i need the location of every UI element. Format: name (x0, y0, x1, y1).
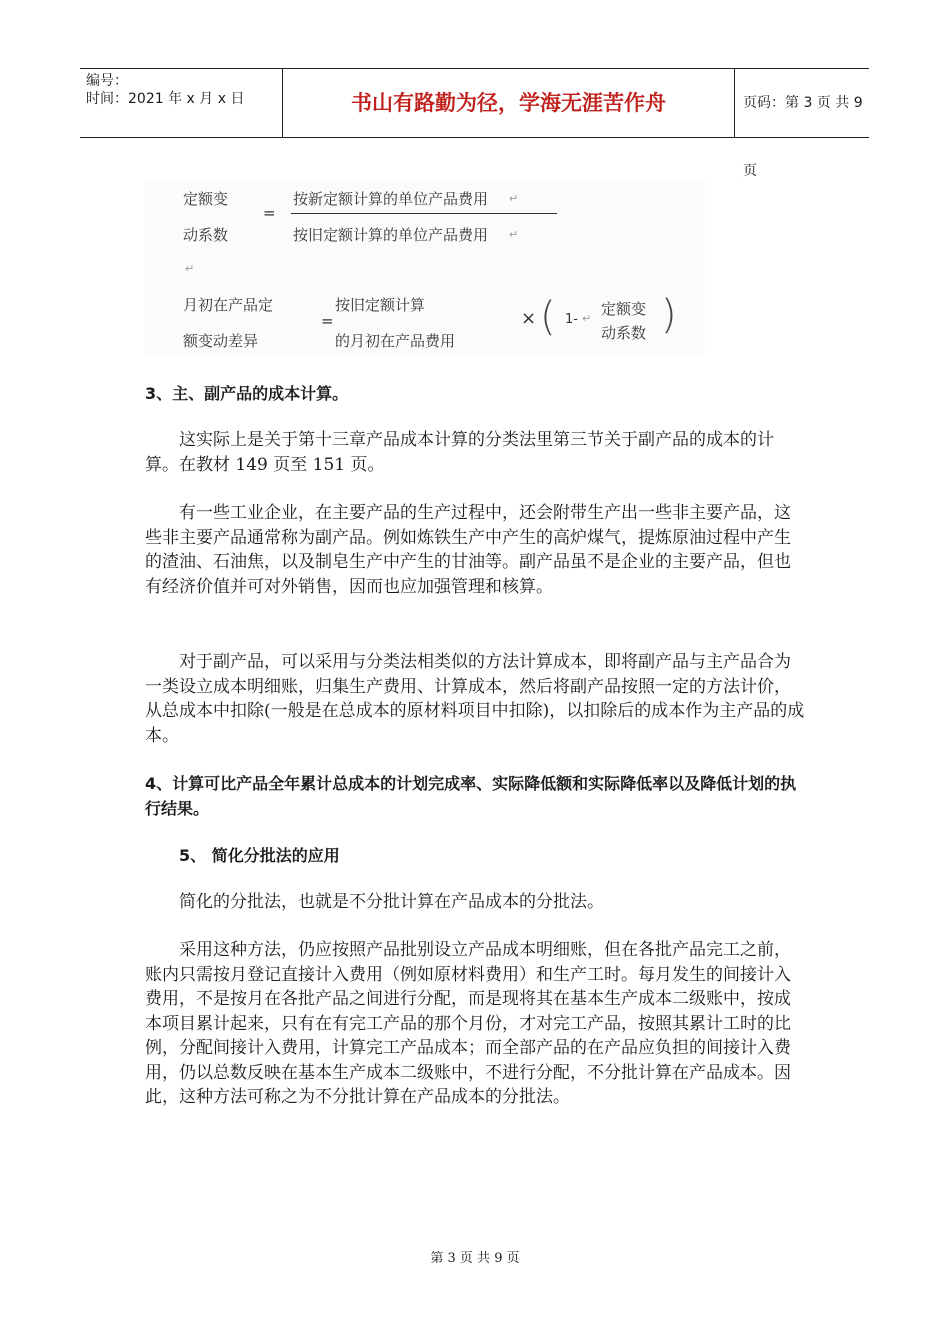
formula-eq1: = (263, 204, 276, 222)
paragraph-3: 对于副产品，可以采用与分类法相类似的方法计算成本，即将副产品与主产品合为一类设立成本明细账，归集生产费用、计算成本，然后将副产品按照一定的方法计价，从总成本中扣除(一般是在总成本的原材料项目中扣除)，以扣除后的成本作为主产品的成本。 (145, 652, 805, 746)
formula-eq2: = (321, 312, 334, 330)
formula-frac-line1: 定额变 (601, 300, 647, 318)
formula-lhs2-line1: 月初在产品定 (183, 296, 274, 314)
paragraph-2: 有一些工业企业，在主要产品的生产过程中，还会附带生产出一些非主要产品，这些非主要产品通常称为副产品。例如炼铁生产中产生的高炉煤气，提炼原油过程中产生的渣油、石油焦，以及制皂生产中产生的甘油等。副产品虽不是企业的主要产品，但也有经济价值并可对外销售，因而也应加强管理和核算。 (145, 503, 791, 597)
para-mark: ↵ (509, 228, 519, 241)
formula-num2: 按旧定额计算 (335, 296, 426, 314)
paragraph-4: 简化的分批法，也就是不分批计算在产品成本的分批法。 (179, 892, 604, 912)
heading-5: 5、 简化分批法的应用 (179, 846, 340, 865)
fraction-line-1 (291, 213, 557, 214)
para-mark: ↵ (582, 312, 592, 325)
page-footer: 第 3 页 共 9 页 (430, 1251, 520, 1266)
right-paren-icon: ) (661, 292, 677, 338)
header-motto: 书山有路勤为径，学海无涯苦作舟 (283, 69, 735, 137)
formula-lhs2-line2: 额变动差异 (183, 332, 259, 350)
formula-lhs1-line1: 定额变 (183, 190, 229, 208)
time-label: 时间：2021 年 x 月 x 日 (86, 91, 245, 107)
paragraph-1: 这实际上是关于第十三章产品成本计算的分类法里第三节关于副产品的成本的计算。在教材 149 页至 151 页。 (145, 430, 774, 475)
formula-one-minus: 1- (565, 312, 578, 327)
formula-num1: 按新定额计算的单位产品费用 (293, 190, 489, 208)
header-meta (80, 69, 283, 137)
heading-3: 3、主、副产品的成本计算。 (145, 384, 349, 403)
para-mark: ↵ (185, 262, 195, 275)
page-header (80, 68, 869, 179)
number-label: 编号： (86, 73, 128, 89)
paragraph-5: 采用这种方法，仍应按照产品批别设立产品成本明细账，但在各批产品完工之前，账内只需按月登记直接计入费用（例如原材料费用）和生产工时。每月发生的间接计入费用，不是按月在各批产品之间进行分配，而是现将其在基本生产成本二级账中，按成本项目累计起来，只有在有完工产品的那个月份，才对完工产品，按照其累计工时的比例，分配间接计入费用，计算完工产品成本；而全部产品的在产品应负担的间接计入费用，仍以总数反映在基本生产成本二级账中，不进行分配，不分批计算在产品成本。因此，这种方法可称之为不分批计算在产品成本的分批法。 (145, 940, 791, 1107)
formula-image (145, 180, 705, 355)
formula-frac-line2: 动系数 (601, 324, 647, 342)
heading-4: 4、计算可比产品全年累计总成本的计划完成率、实际降低额和实际降低率以及降低计划的执行结果。 (145, 774, 797, 818)
left-paren-icon: ( (540, 294, 556, 340)
header-page-label: 页码：第 3 页 共 9 页 (743, 95, 863, 179)
formula-den2: 的月初在产品费用 (335, 332, 456, 350)
para-mark: ↵ (509, 192, 519, 205)
formula-lhs1-line2: 动系数 (183, 226, 229, 244)
formula-times: × (521, 308, 537, 329)
formula-den1: 按旧定额计算的单位产品费用 (293, 226, 489, 244)
